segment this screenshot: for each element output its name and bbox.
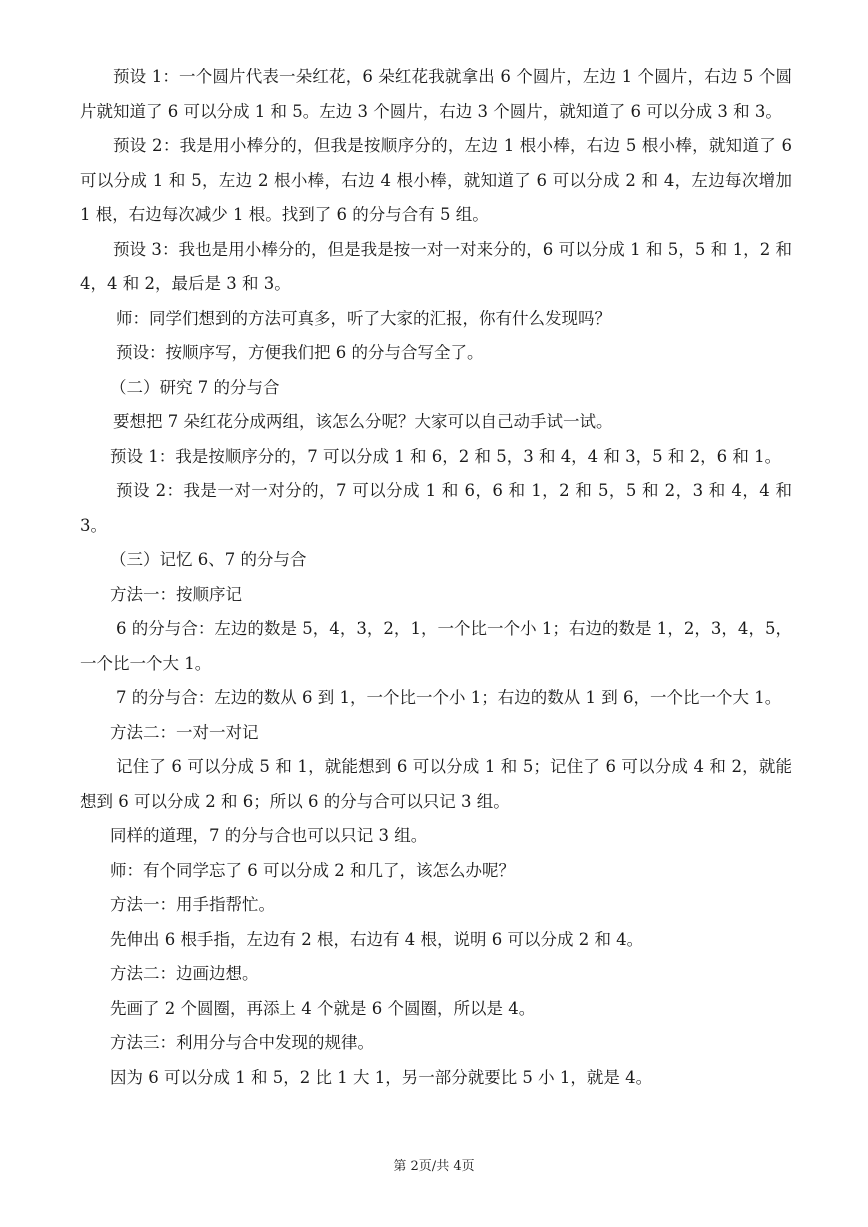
section-heading-7: （二）研究 7 的分与合 (110, 377, 280, 397)
method-draw-heading: 方法二：边画边想。 (110, 964, 259, 983)
paragraph-same-reason: 同样的道理，7 的分与合也可以只记 3 组。 (110, 826, 428, 845)
paragraph-preset-summary: 预设：按顺序写，方便我们把 6 的分与合写全了。 (116, 343, 484, 362)
section-heading-memory: （三）记忆 6、7 的分与合 (110, 550, 307, 569)
paragraph-7-preset-2: 预设 2：我是一对一对分的，7 可以分成 1 和 6，6 和 1，2 和 5，5 和 2，3 和 4，4 和 3。 (80, 481, 792, 535)
paragraph-fingers: 先伸出 6 根手指，左边有 2 根，右边有 4 根，说明 6 可以分成 2 和 4。 (110, 929, 644, 949)
paragraph-pattern: 因为 6 可以分成 1 和 5，2 比 1 大 1，另一部分就要比 5 小 1，就是 4。 (110, 1067, 653, 1087)
paragraph-teacher-forgot: 师：有个同学忘了 6 可以分成 2 和几了，该怎么办呢？ (110, 860, 515, 880)
document-body (80, 60, 792, 1095)
paragraph-teacher-question: 师：同学们想到的方法可真多，听了大家的汇报，你有什么发现吗？ (116, 308, 611, 328)
paragraph-pair-memory: 记住了 6 可以分成 5 和 1，就能想到 6 可以分成 1 和 5；记住了 6 可以分成 4 和 2，就能想到 6 可以分成 2 和 6；所以 6 的分与合可以只记 3 组。 (80, 757, 792, 811)
method-one-heading: 方法一：按顺序记 (110, 584, 242, 604)
method-pattern-heading: 方法三：利用分与合中发现的规律。 (110, 1033, 374, 1052)
method-two-heading: 方法二：一对一对记 (110, 722, 259, 742)
page-number: 第 2页/共 4页 (393, 1159, 475, 1174)
paragraph-preset-2: 预设 2：我是用小棒分的，但我是按顺序分的，左边 1 根小棒，右边 5 根小棒，就知道了 6 可以分成 1 和 5，左边 2 根小棒，右边 4 根小棒，就知道了 6 可以分成 2 和 4，左边每次增加 1 根，右边每次减少 1 根。找到了 6 的分与合有 5 组。 (80, 136, 792, 224)
method-fingers-heading: 方法一：用手指帮忙。 (110, 895, 275, 914)
paragraph-preset-1: 预设 1：一个圆片代表一朵红花，6 朵红花我就拿出 6 个圆片，左边 1 个圆片，右边 5 个圆片就知道了 6 可以分成 1 和 5。左边 3 个圆片，右边 3 个圆片，就知道了 6 可以分成 3 和 3。 (80, 67, 792, 121)
paragraph-draw: 先画了 2 个圆圈，再添上 4 个就是 6 个圆圈，所以是 4。 (110, 998, 536, 1018)
paragraph-7-preset-1: 预设 1：我是按顺序分的，7 可以分成 1 和 6，2 和 5，3 和 4，4 和 3，5 和 2，6 和 1。 (110, 446, 782, 466)
paragraph-7-sequence: 7 的分与合：左边的数从 6 到 1，一个比一个小 1；右边的数从 1 到 6，一个比一个大 1。 (116, 688, 782, 707)
paragraph-preset-3: 预设 3：我也是用小棒分的，但是我是按一对一对来分的，6 可以分成 1 和 5，5 和 1，2 和 4，4 和 2，最后是 3 和 3。 (80, 239, 792, 293)
paragraph-task-7: 要想把 7 朵红花分成两组，该怎么分呢？大家可以自己动手试一试。 (113, 412, 613, 431)
paragraph-6-sequence: 6 的分与合：左边的数是 5，4，3，2，1，一个比一个小 1；右边的数是 1，2，3，4，5，一个比一个大 1。 (80, 619, 792, 673)
